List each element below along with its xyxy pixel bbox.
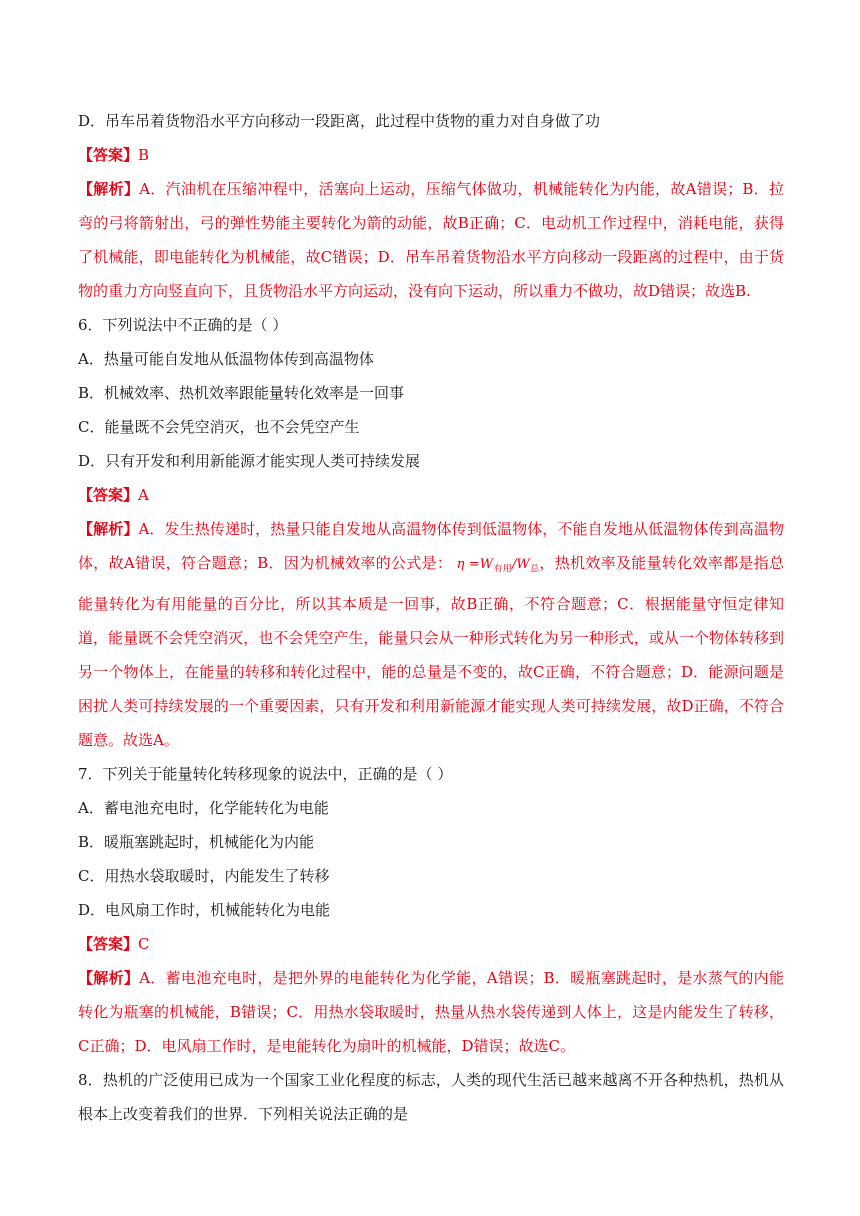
q8-stem: 8．热机的广泛使用已成为一个国家工业化程度的标志，人类的现代生活已越来越离不开各种热机，热机从根本上改变着我们的世界．下列相关说法正确的是: [78, 1070, 784, 1123]
analysis-tag: 【解析】: [78, 968, 140, 987]
q7-analysis: [78, 961, 784, 1063]
q6-option-b: B．机械效率、热机效率跟能量转化效率是一回事: [78, 384, 405, 402]
answer-value: B: [138, 146, 150, 164]
answer-tag: 【答案】: [78, 486, 139, 504]
efficiency-formula: [452, 557, 540, 575]
answer-value: A: [138, 486, 149, 504]
answer-tag: 【答案】: [78, 146, 139, 164]
q7-stem: 7．下列关于能量转化转移现象的说法中，正确的是（ ）: [78, 764, 453, 783]
analysis-tag: 【解析】: [78, 180, 140, 198]
analysis-text-part2: ，热机效率及能量转化效率都是指总能量转化为有用能量的百分比，所以其本质是一回事，故B正确，不符合题意；C．根据能量守恒定律知道，能量既不会凭空消灭，也不会凭空产生，能量只会从一种形式转化为另一种形式，或从一个物体转移到另一个物体上，在能量的转移和转化过程中，能的总量是不变的，故C正确，不符合题意；D．能源问题是困扰人类可持续发展的一个重要因素，只有开发和利用新能源才能实现人类可持续发展，故D正确，不符合题意。故选A。: [78, 554, 784, 749]
q7-option-d: D．电风扇工作时，机械能转化为电能: [78, 900, 331, 919]
q7-option-c: C．用热水袋取暖时，内能发生了转移: [78, 866, 330, 885]
q6-stem: 6．下列说法中不正确的是（ ）: [78, 316, 288, 334]
analysis-tag: 【解析】: [78, 520, 139, 538]
q6-answer: [78, 478, 784, 512]
q6-analysis: [78, 512, 784, 757]
analysis-text: A．汽油机在压缩冲程中，活塞向上运动，压缩气体做功，机械能转化为内能，故A错误；B．拉弯的弓将箭射出，弓的弹性势能主要转化为箭的动能，故B正确；C．电动机工作过程中，消耗电能，获得了机械能，即电能转化为机械能，故C错误；D．吊车吊着货物沿水平方向移动一段距离的过程中，由于货物的重力方向竖直向下，且货物沿水平方向运动，没有向下运动，所以重力不做功，故D错误；故选B.: [78, 180, 784, 300]
analysis-text-part1: A．发生热传递时，热量只能自发地从高温物体传到低温物体，不能自发地从低温物体传到高温物体，故A错误，符合题意；B．因为机械效率的公式是：: [78, 520, 784, 572]
formula-equals: =: [468, 557, 480, 572]
answer-value: C: [138, 934, 150, 953]
q6-option-a: A．热量可能自发地从低温物体传到高温物体: [78, 350, 374, 368]
q7-option-b: B．暖瓶塞跳起时，机械能化为内能: [78, 832, 315, 851]
q7-answer: [78, 927, 784, 961]
formula-sub-total: 总: [529, 564, 540, 575]
formula-sub-useful: 有用: [493, 564, 513, 575]
formula-w-total: W: [516, 557, 530, 572]
q6-option-c: C．能量既不会凭空消灭，也不会凭空产生: [78, 418, 360, 436]
formula-w-useful: W: [479, 557, 494, 572]
analysis-text: A．蓄电池充电时，是把外界的电能转化为化学能，A错误；B．暖瓶塞跳起时，是水蒸气的内能转化为瓶塞的机械能，B错误；C．用热水袋取暖时，热量从热水袋传递到人体上，这是内能发生了转移，C正确；D．电风扇工作时，是电能转化为扇叶的机械能，D错误；故选C。: [78, 968, 784, 1055]
q5-answer: [78, 138, 784, 172]
formula-eta: η: [456, 557, 465, 572]
q5-analysis: [78, 172, 784, 308]
q6-option-d: D．只有开发和利用新能源才能实现人类可持续发展: [78, 452, 421, 470]
q5-option-d: D．吊车吊着货物沿水平方向移动一段距离，此过程中货物的重力对自身做了功: [78, 112, 601, 130]
q7-option-a: A．蓄电池充电时，化学能转化为电能: [78, 798, 329, 817]
answer-tag: 【答案】: [78, 934, 139, 953]
formula-slash: /: [512, 557, 517, 572]
document-page: [78, 104, 784, 1131]
